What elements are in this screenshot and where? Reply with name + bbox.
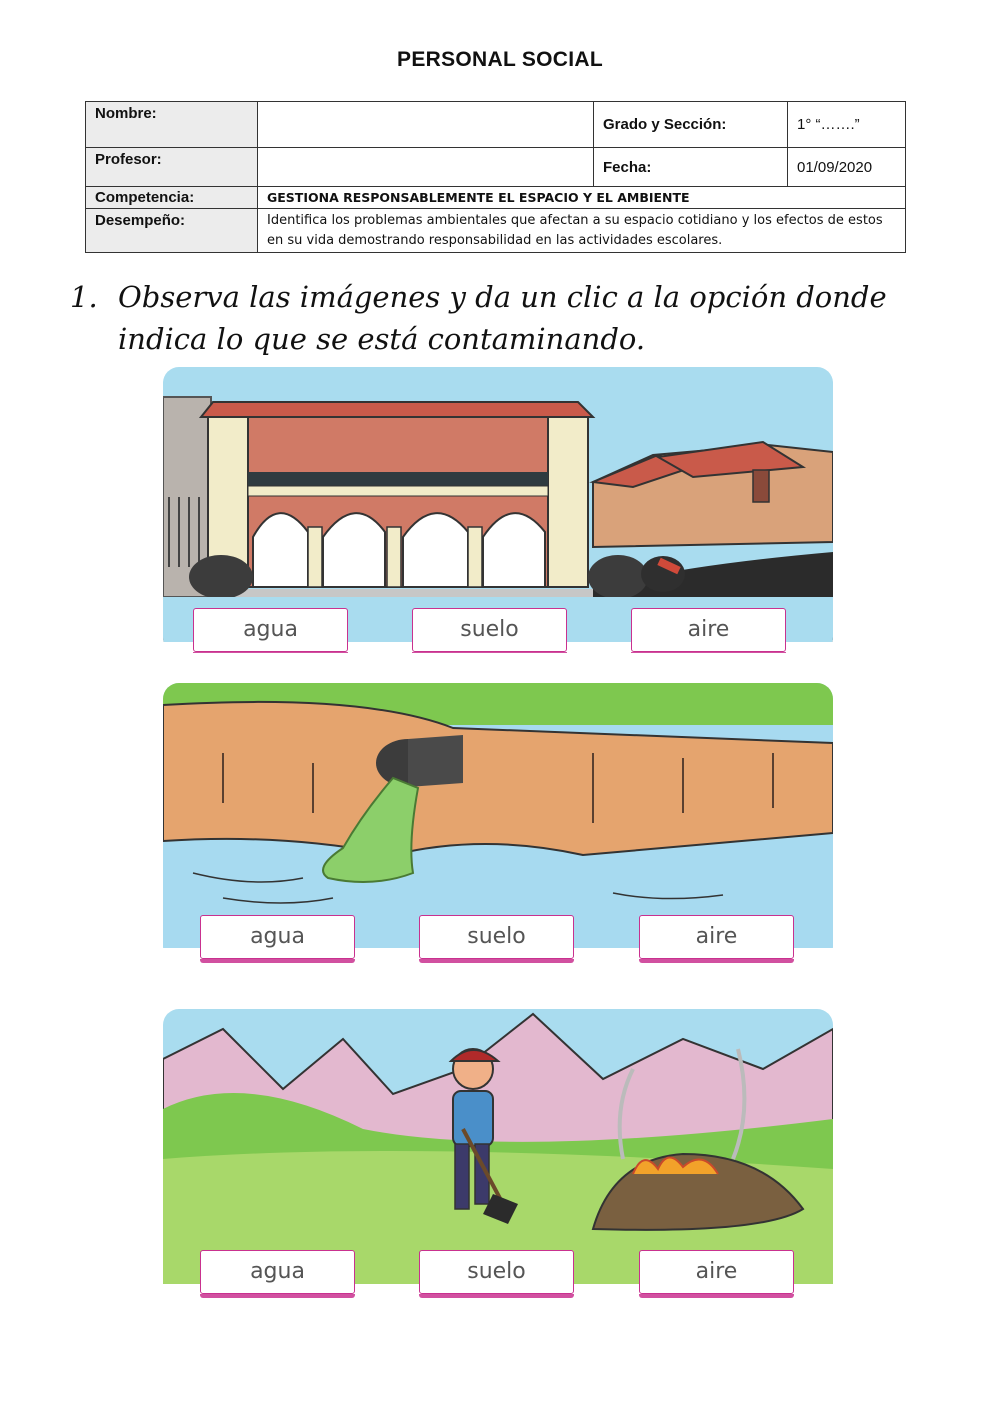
fecha-value: 01/09/2020	[788, 148, 906, 187]
competencia-value: GESTIONA RESPONSABLEMENTE EL ESPACIO Y EL AMBIENTE	[258, 187, 906, 209]
options-row-3	[163, 1250, 833, 1298]
instruction-number: 1.	[70, 280, 98, 314]
nombre-field[interactable]	[258, 102, 594, 148]
profesor-label: Profesor:	[86, 148, 258, 187]
desempeno-label: Desempeño:	[86, 209, 258, 253]
scene-burning-trash	[163, 1009, 833, 1299]
option-agua-2[interactable]: agua	[200, 915, 355, 959]
competencia-label: Competencia:	[86, 187, 258, 209]
instruction	[70, 276, 930, 360]
option-aire-1[interactable]: aire	[631, 608, 786, 652]
grado-label: Grado y Sección:	[594, 102, 788, 148]
town-trash-illustration	[163, 367, 833, 642]
scene-town-trash	[163, 367, 833, 653]
fecha-label: Fecha:	[594, 148, 788, 187]
worksheet-header-table	[85, 101, 906, 253]
option-agua-3[interactable]: agua	[200, 1250, 355, 1294]
option-suelo-1[interactable]: suelo	[412, 608, 567, 652]
burning-trash-illustration	[163, 1009, 833, 1284]
option-aire-2[interactable]: aire	[639, 915, 794, 959]
page-title: PERSONAL SOCIAL	[397, 48, 603, 71]
option-agua-1[interactable]: agua	[193, 608, 348, 652]
nombre-label: Nombre:	[86, 102, 258, 148]
options-row-2	[163, 915, 833, 963]
option-aire-3[interactable]: aire	[639, 1250, 794, 1294]
instruction-text: Observa las imágenes y da un clic a la opción donde indica lo que se está contaminando.	[118, 280, 887, 356]
option-suelo-2[interactable]: suelo	[419, 915, 574, 959]
grado-value: 1° “…….”	[788, 102, 906, 148]
options-row-1	[163, 608, 833, 653]
option-suelo-3[interactable]: suelo	[419, 1250, 574, 1294]
river-pipe-illustration	[163, 683, 833, 948]
profesor-field[interactable]	[258, 148, 594, 187]
scene-river-pipe	[163, 683, 833, 963]
desempeno-value: Identifica los problemas ambientales que afectan a su espacio cotidiano y los efectos de estos en su vida demostrando responsabilidad en las actividades escolares.	[258, 209, 906, 253]
